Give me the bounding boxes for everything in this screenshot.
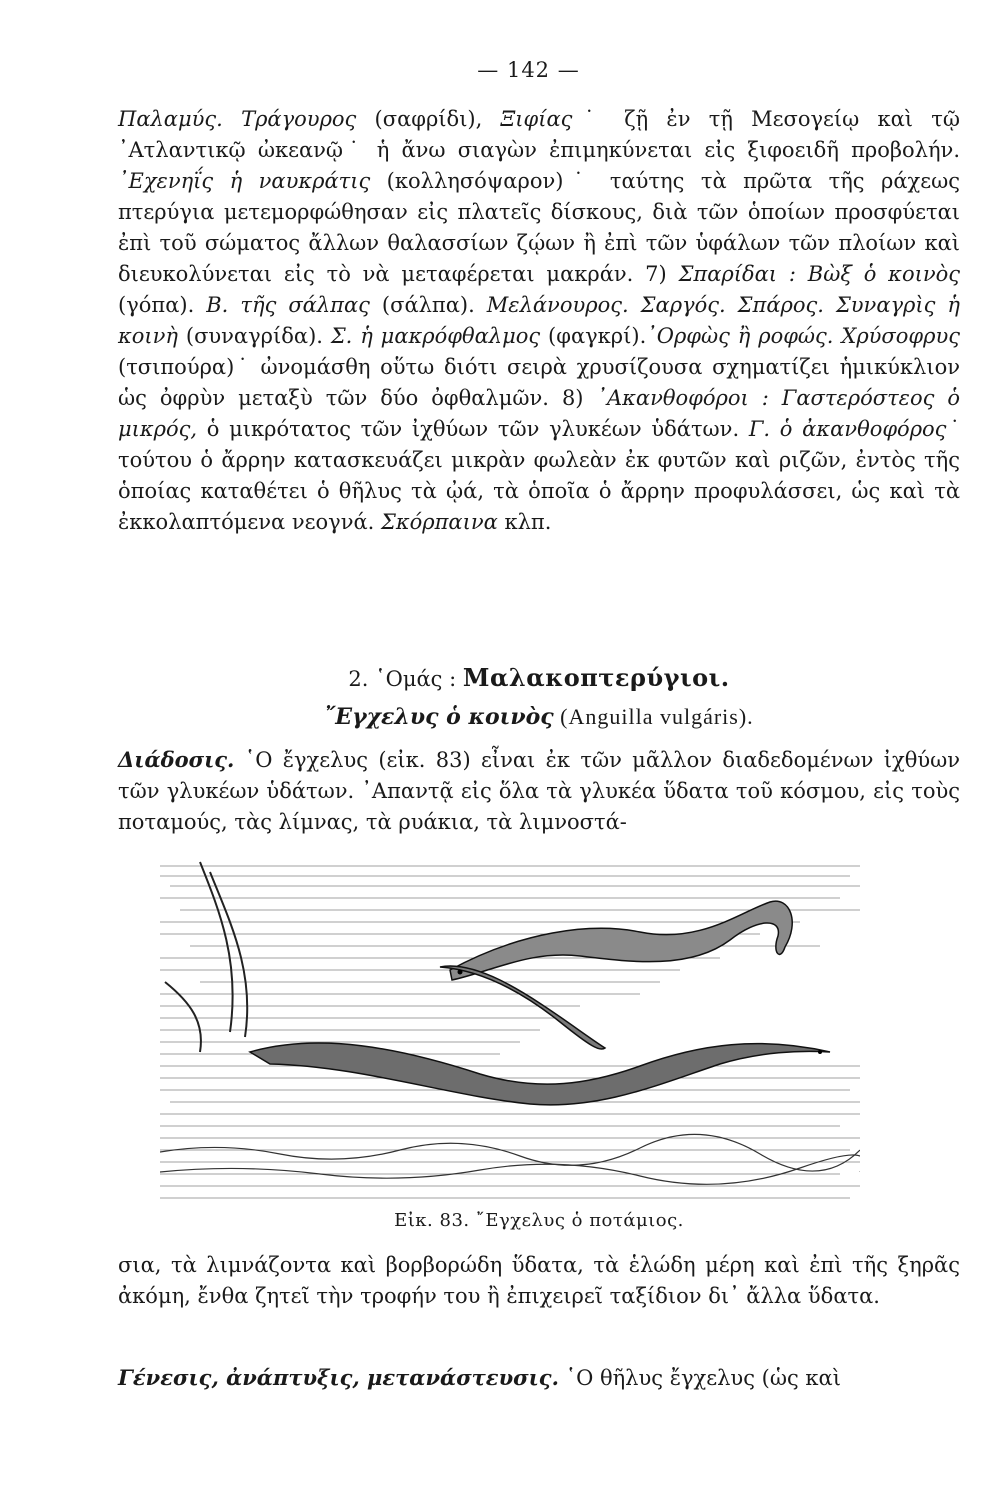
paragraph-fish-list bbox=[118, 104, 960, 652]
italic-term: Τράγουρος bbox=[241, 107, 357, 131]
group-prefix: 2. ῾Ομάς : bbox=[348, 667, 463, 691]
text-run: (κολλησόψαρον)˙ ταύτης τὰ πρῶτα τῆς ράχεως πτερύγια μετεμορφώθησαν εἰς πλατεῖς δίσκους, διὰ τῶν ὁποίων προσφύεται ἐπὶ τοῦ σώματος ἄλλων θαλασσίων ζῴων ἢ ἐπὶ τῶν ὑφάλων τῶν πλοίων καὶ διευκολύνεται εἰς τὸ νὰ μεταφέρεται μακράν. 7) bbox=[118, 169, 960, 286]
plant-stalk bbox=[165, 862, 247, 1052]
text-run: ˙ τούτου ὁ ἄρρην κατασκευάζει μικρὰν φωλεὰν ἐκ φυτῶν καὶ ριζῶν, ἐντὸς τῆς ὁποίας καταθέτει ὁ θῆλυς τὰ ᾠά, τὰ ὁποῖα ὁ ἄρρην προφυλάσσει, ὡς καὶ τὰ ἐκκολαπτόμενα νεογνά. bbox=[118, 417, 960, 534]
italic-term: ᾿Εχενηΐς ἡ ναυκράτις bbox=[118, 169, 371, 193]
paragraph-text: σια, τὰ λιμνάζοντα καὶ βορβορώδη ὕδατα, τὰ ἑλώδη μέρη καὶ ἐπὶ τῆς ξηρᾶς ἀκόμη, ἔνθα ζητεῖ τὴν τροφήν του ἢ ἐπιχειρεῖ ταξίδιον δι᾿ ἄλλα ὕδατα. bbox=[118, 1253, 960, 1308]
riverbed bbox=[160, 1134, 860, 1184]
italic-term: ᾿Ορφὼς ἢ ροφώς. bbox=[646, 324, 834, 348]
italic-term: Β. τῆς σάλπας bbox=[206, 293, 370, 317]
text-run bbox=[223, 107, 241, 131]
figure-caption: Εἰκ. 83. ῎Εγχελυς ὁ ποτάμιος. bbox=[394, 1210, 684, 1231]
italic-term: ᾿Ακανθοφόροι : Γαστερόστεος ὁ μικρός, bbox=[118, 386, 960, 441]
paragraph-text: ῾Ο ἔγχελυς (εἰκ. 83) εἶναι ἐκ τῶν μᾶλλον διαδεδομένων ἰχθύων τῶν γλυκέων ὑδάτων. ᾿Απαντᾷ εἰς ὅλα τὰ γλυκέα ὕδατα τοῦ κόσμου, εἰς τοὺς ποταμούς, τὰς λίμνας, τὰ ρυάκια, τὰ λιμνοστά- bbox=[118, 748, 960, 834]
text-run: ˙ ζῇ ἐν τῇ Μεσογείῳ καὶ τῷ ᾿Ατλαντικῷ ὠκεανῷ˙ ἡ ἄνω σιαγὼν ἐπιμηκύνεται εἰς ξιφοειδῆ προβολήν. bbox=[118, 107, 960, 162]
text-run: ὁ μικρότατος τῶν ἰχθύων τῶν γλυκέων ὑδάτων. bbox=[197, 417, 749, 441]
species-greek-name: ῎Εγχελυς ὁ κοινὸς bbox=[324, 704, 554, 730]
eel-illustration bbox=[160, 852, 860, 1204]
text-run: (φαγκρί). bbox=[540, 324, 647, 348]
species-title bbox=[118, 704, 960, 730]
paragraph-genesis bbox=[118, 1362, 960, 1402]
paragraph-text: ῾Ο θῆλυς ἔγχελυς (ὡς καὶ bbox=[558, 1366, 841, 1390]
text-run: (συναγρίδα). bbox=[178, 324, 331, 348]
italic-term: Ξιφίας bbox=[500, 107, 573, 131]
italic-term: Χρύσοφρυς bbox=[841, 324, 960, 348]
group-name: Μαλακοπτερύγιοι. bbox=[462, 663, 730, 692]
eel-middle bbox=[440, 966, 605, 1049]
italic-term: Σπαρίδαι : Βὼξ ὁ κοινὸς bbox=[678, 262, 960, 286]
species-latin-name: (Anguilla vulgáris). bbox=[553, 704, 754, 729]
text-run: (τσιπούρα)˙ ὠνομάσθη οὕτω διότι σειρὰ χρυσίζουσα σχηματίζει ἡμικύκλιον ὡς ὀφρὺν μεταξὺ τῶν δύο ὀφθαλμῶν. 8) bbox=[118, 355, 960, 410]
text-run: (σάλπα). bbox=[369, 293, 487, 317]
eel-upper bbox=[450, 901, 792, 980]
group-heading bbox=[118, 663, 960, 692]
section-heading: Γένεσις, ἀνάπτυξις, μετανάστευσις. bbox=[118, 1365, 559, 1390]
italic-term: Γ. ὁ ἀκανθοφόρος bbox=[748, 417, 947, 441]
italic-term: Παλαμύς. bbox=[118, 107, 223, 131]
section-heading: Διάδοσις. bbox=[118, 747, 235, 772]
italic-term: Μελάνουρος. Σαργός. Σπάρος. Συναγρὶς ἡ κοινὴ bbox=[118, 293, 960, 348]
text-run: (σαφρίδι), bbox=[356, 107, 501, 131]
italic-term: Σ. ἡ μακρόφθαλμος bbox=[330, 324, 541, 348]
text-run: κλπ. bbox=[497, 510, 552, 534]
italic-term: Σκόρπαινα bbox=[381, 510, 498, 534]
eel-lower bbox=[250, 1043, 830, 1105]
paragraph-distribution bbox=[118, 744, 960, 854]
text-run: (γόπα). bbox=[118, 293, 207, 317]
page-number: — 142 — bbox=[477, 58, 580, 82]
paragraph-habitat bbox=[118, 1250, 960, 1350]
